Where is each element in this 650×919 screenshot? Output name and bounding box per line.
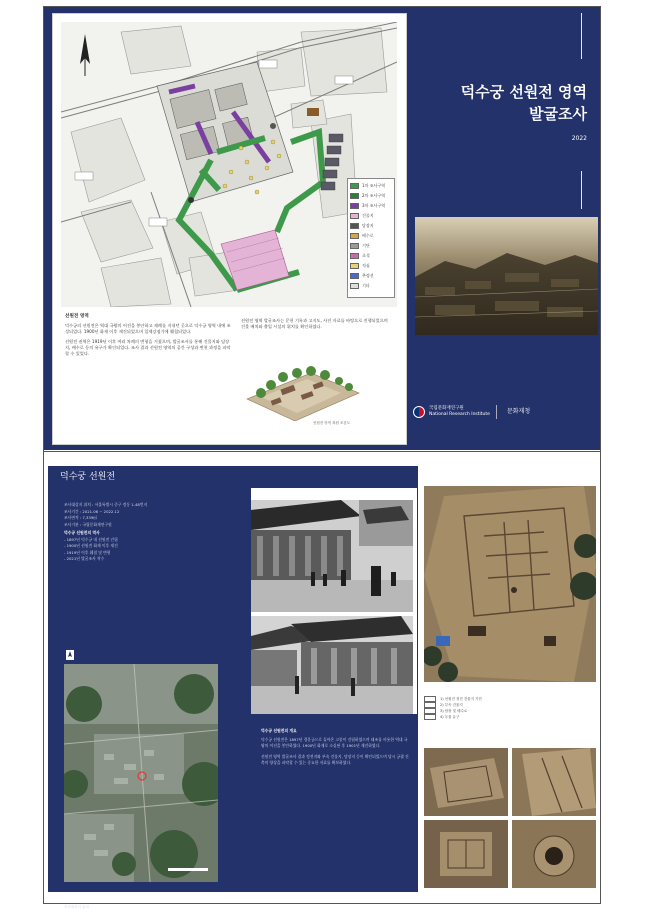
info-line: 조사기간 : 2021.06 ~ 2022.12: [64, 508, 120, 514]
logo1-subtitle: National Research Institute: [429, 412, 490, 417]
legend-swatch: [350, 243, 359, 249]
paragraph: 덕수궁 선원전은 1897년 경운궁으로 돌아온 고종이 건립하였으며 태조를 비롯한 역대 국왕의 어진을 봉안하였다. 1900년 화재로 소실된 후 1901년 재건하였다.: [261, 736, 408, 748]
legend-row: [350, 281, 392, 290]
legend-row: [350, 231, 392, 240]
history-item: - 2021년 발굴조사 착수: [64, 556, 105, 561]
legend-row: [350, 191, 392, 200]
legend-swatch: [350, 183, 359, 189]
legend-row: [350, 201, 392, 210]
legend-label: 기단: [362, 242, 370, 248]
legend-label: 배수로: [362, 232, 374, 238]
legend-label: 초석: [362, 252, 370, 258]
legend-label: 기타: [362, 282, 370, 288]
legend-swatch: [350, 283, 359, 289]
excavation-photo-3: [424, 820, 508, 888]
map-north-icon: [66, 650, 74, 660]
top-spread-frame: [43, 6, 601, 452]
legend-swatch: [350, 193, 359, 199]
left-text-column: [65, 314, 233, 361]
logo2-text: 문화재청: [506, 408, 531, 415]
info-line: 조사대상지 위치 : 서울특별시 중구 정동 1-48번지: [64, 502, 148, 507]
legend-text: 2) 부속 건물지: [440, 703, 463, 707]
legend-row: [350, 221, 392, 230]
paragraph: 선원전 권역은 1919년 이후 여러 차례의 변형을 거쳤으며, 발굴조사를 통해 건물지와 담장지, 배수로 등의 유구가 확인되었다. 조사 결과 선원전 영역의 공간 구성과 변천 과정을 파악할 수 있었다.: [65, 339, 231, 356]
legend-label: 2차 조사구역: [362, 192, 386, 198]
excavation-aerial-photo: [424, 486, 596, 682]
cover-page: [407, 7, 600, 450]
overview-text: [261, 728, 409, 771]
legend-swatch: [350, 263, 359, 269]
legend-label: 담장지: [362, 222, 374, 228]
legend-row: [350, 241, 392, 250]
historic-bw-photo-1: [251, 500, 413, 612]
legend-row: [350, 271, 392, 280]
map-caption: 조사대상지 위치: [64, 905, 89, 909]
legend-text: 4) 우물 유구: [440, 715, 460, 719]
logo-divider: [496, 405, 497, 419]
legend-label: 1차 조사구역: [362, 182, 386, 188]
bottom-spread-frame: [43, 451, 601, 909]
cover-rule-top: [581, 13, 582, 59]
overview-heading: 덕수궁 선원전의 개요: [261, 728, 297, 733]
legend-text: 1) 선원전 정전 건물지 기단: [440, 697, 482, 701]
legend-text: 3) 담장 및 배수로: [440, 709, 468, 713]
legend-row: [350, 181, 392, 190]
excavation-photo-1: [424, 748, 508, 816]
legend-label: 적심: [362, 262, 370, 268]
legend-label: 3차 조사구역: [362, 202, 386, 208]
legend-box: [424, 714, 436, 720]
right-text-column: [241, 318, 391, 334]
logo1-text: [429, 406, 490, 418]
legend-swatch: [350, 253, 359, 259]
excavation-photo-2: [512, 748, 596, 816]
cover-title: [427, 81, 587, 125]
history-heading: 덕수궁 선원전의 역사: [64, 530, 100, 535]
legend-swatch: [350, 203, 359, 209]
cover-year: 2022: [571, 135, 587, 142]
render-caption: 선원전 영역 복원 조감도: [313, 421, 351, 425]
info-line: 조사기관 : 국립문화재연구원: [64, 521, 112, 527]
aerial-render-image: [241, 363, 363, 421]
historic-bw-photo-2: [251, 616, 413, 720]
legend-swatch: [350, 273, 359, 279]
cover-rule-bottom: [581, 171, 582, 209]
map-legend: [347, 178, 395, 298]
north-arrow-icon: [79, 34, 91, 76]
history-item: - 1900년 선원전 화재 이후 재건: [64, 543, 118, 548]
excavation-photo-4-well: [512, 820, 596, 888]
info-line: 조사면적 : 7,339㎡: [64, 515, 98, 520]
paragraph: 선원전 영역 발굴조사는 문헌 기록과 고지도, 사진 자료를 바탕으로 진행되었으며 건물 배치와 출입 시설의 위치를 확인하였다.: [241, 318, 388, 329]
legend-line: [424, 714, 544, 720]
satellite-location-map: [64, 664, 218, 882]
section-title-band: 덕수궁 선원전: [48, 466, 418, 488]
overview-panel: [251, 714, 417, 892]
cover-title-line1: 덕수궁 선원전 영역: [460, 83, 587, 101]
legend-swatch: [350, 213, 359, 219]
paragraph: 선원전 영역 발굴조사 결과 정전지와 부속 건물지, 담장지 등이 확인되었으며 당시 궁궐 건축의 양상을 파악할 수 있는 중요한 자료를 확보하였다.: [261, 753, 409, 765]
excavation-photo-page: [424, 486, 600, 894]
legend-swatch: [350, 223, 359, 229]
report-inner-page: [52, 13, 407, 445]
legend-row: [350, 251, 392, 260]
cover-title-line2: 발굴조사: [529, 105, 587, 123]
publisher-logos: [413, 402, 530, 422]
excavation-legend: [424, 696, 544, 720]
legend-row: [350, 211, 392, 220]
historic-sepia-photo: [415, 217, 598, 335]
taegeuk-logo-icon: [413, 406, 425, 418]
legend-row: [350, 261, 392, 270]
legend-swatch: [350, 233, 359, 239]
site-info-text: [64, 502, 244, 563]
history-item: - 1919년 이후 훼철 및 변형: [64, 549, 111, 555]
logo1-name: 국립문화재연구원: [429, 406, 464, 411]
legend-label: 건물지: [362, 212, 374, 218]
legend-label: 추정선: [362, 272, 374, 278]
history-item: - 1897년 덕수궁 내 선원전 건립: [64, 536, 118, 542]
site-plan-map: [61, 22, 397, 307]
section-heading: 선원전 영역: [65, 314, 89, 319]
paragraph: 덕수궁의 선원전은 역대 국왕의 어진을 봉안하고 제례를 지내던 곳으로 덕수궁 영역 내에 조성되었다. 1900년 화재 이후 재건되었으며 일제강점기에 훼철되었다.: [65, 323, 231, 334]
